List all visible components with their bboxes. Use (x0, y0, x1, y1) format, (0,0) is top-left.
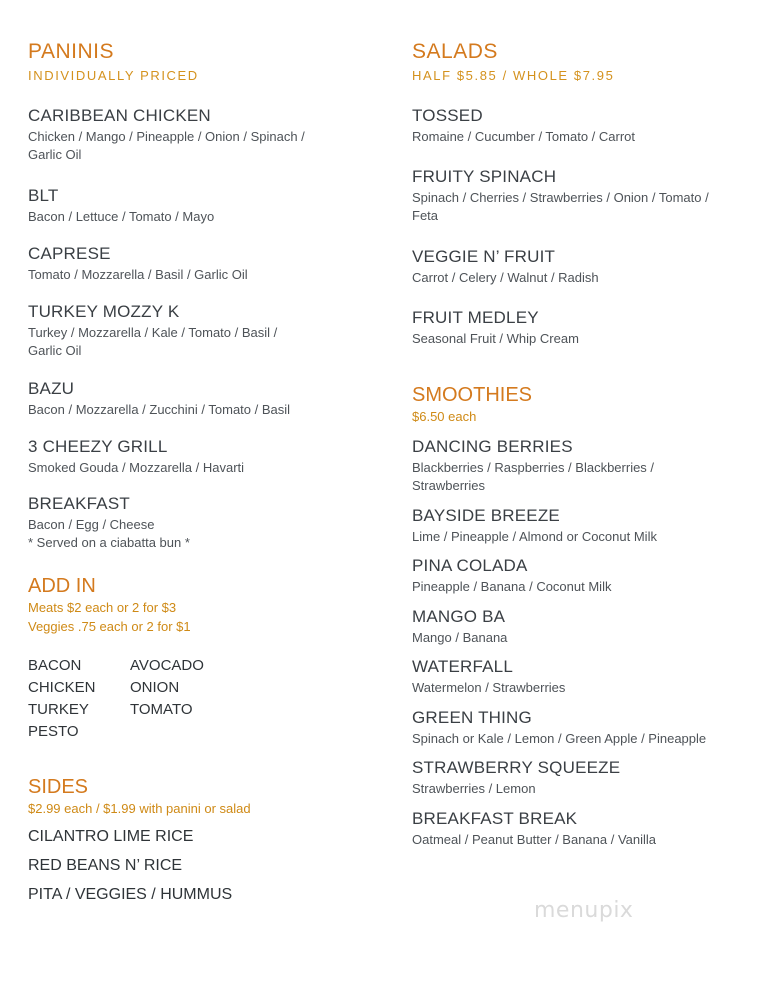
salads-title: SALADS (412, 40, 498, 63)
salad-item-name: FRUIT MEDLEY (412, 308, 539, 327)
salad-item-name: FRUITY SPINACH (412, 167, 557, 186)
smoothie-item-name: WATERFALL (412, 657, 513, 676)
smoothie-item-name: BREAKFAST BREAK (412, 809, 578, 828)
smoothie-item-name: BAYSIDE BREEZE (412, 506, 560, 525)
panini-item-name: CAPRESE (28, 244, 111, 263)
smoothie-item-desc: Blackberries / Raspberries / Blackberries / Strawberries (412, 460, 655, 493)
add-in-item: CHICKEN (28, 679, 96, 696)
panini-item-desc: Turkey / Mozzarella / Kale / Tomato / Basil / Garlic Oil (28, 325, 278, 358)
add-in-item: AVOCADO (130, 657, 204, 674)
smoothie-item-name: PINA COLADA (412, 556, 528, 575)
panini-item-name: 3 CHEEZY GRILL (28, 437, 168, 456)
salad-item-desc: Seasonal Fruit / Whip Cream (412, 331, 579, 346)
sides-price: $2.99 each / $1.99 with panini or salad (28, 801, 251, 816)
add-in-item: ONION (130, 679, 180, 696)
panini-item-desc: Tomato / Mozzarella / Basil / Garlic Oil (28, 267, 248, 282)
salad-item-desc: Spinach / Cherries / Strawberries / Onion / Tomato / Feta (412, 190, 709, 223)
add-in-title: ADD IN (28, 575, 96, 597)
panini-item-desc: Chicken / Mango / Pineapple / Onion / Spinach / Garlic Oil (28, 129, 305, 162)
smoothies-price: $6.50 each (412, 409, 477, 424)
add-in-list (28, 656, 240, 741)
panini-item-name: TURKEY MOZZY K (28, 302, 180, 321)
salad-item-desc: Carrot / Celery / Walnut / Radish (412, 270, 599, 285)
salads-subtitle: HALF $5.85 / WHOLE $7.95 (412, 68, 615, 83)
salad-item-name: VEGGIE N’ FRUIT (412, 247, 556, 266)
paninis-subtitle: INDIVIDUALLY PRICED (28, 68, 199, 83)
add-in-price-meats: Meats $2 each or 2 for $3 (28, 600, 177, 615)
side-item: PITA / VEGGIES / HUMMUS (28, 886, 233, 903)
smoothie-item-desc: Watermelon / Strawberries (412, 680, 566, 695)
paninis-title: PANINIS (28, 40, 114, 63)
add-in-price-veggies: Veggies .75 each or 2 for $1 (28, 619, 191, 634)
add-in-item: PESTO (28, 723, 79, 740)
smoothie-item-desc: Strawberries / Lemon (412, 781, 536, 796)
panini-item-name: BLT (28, 186, 59, 205)
panini-item-name: BREAKFAST (28, 494, 130, 513)
smoothies-title: SMOOTHIES (412, 384, 533, 406)
smoothie-item-desc: Oatmeal / Peanut Butter / Banana / Vanilla (412, 832, 657, 847)
sides-title: SIDES (28, 776, 89, 798)
menupix-watermark: menupix (534, 898, 634, 923)
add-in-item: TURKEY (28, 701, 89, 718)
add-in-item: TOMATO (130, 701, 193, 718)
smoothie-item-name: STRAWBERRY SQUEEZE (412, 758, 621, 777)
panini-item-name: CARIBBEAN CHICKEN (28, 106, 211, 125)
panini-item-desc: Bacon / Lettuce / Tomato / Mayo (28, 209, 215, 224)
smoothie-item-desc: Lime / Pineapple / Almond or Coconut Milk (412, 529, 657, 544)
smoothie-item-name: DANCING BERRIES (412, 437, 573, 456)
salad-item-desc: Romaine / Cucumber / Tomato / Carrot (412, 129, 636, 144)
smoothie-item-name: GREEN THING (412, 708, 532, 727)
panini-item-desc: Bacon / Egg / Cheese (28, 517, 155, 532)
panini-item-desc: Bacon / Mozzarella / Zucchini / Tomato / Basil (28, 402, 291, 417)
side-item: CILANTRO LIME RICE (28, 828, 194, 845)
panini-item-note: * Served on a ciabatta bun * (28, 535, 190, 550)
panini-item-name: BAZU (28, 379, 75, 398)
panini-item-desc: Smoked Gouda / Mozzarella / Havarti (28, 460, 245, 475)
smoothie-item-desc: Spinach or Kale / Lemon / Green Apple / Pineapple (412, 731, 707, 746)
smoothie-item-desc: Mango / Banana (412, 630, 508, 645)
side-item: RED BEANS N’ RICE (28, 857, 183, 874)
salad-item-name: TOSSED (412, 106, 483, 125)
smoothie-item-desc: Pineapple / Banana / Coconut Milk (412, 579, 612, 594)
add-in-item: BACON (28, 657, 82, 674)
smoothie-item-name: MANGO BA (412, 607, 506, 626)
